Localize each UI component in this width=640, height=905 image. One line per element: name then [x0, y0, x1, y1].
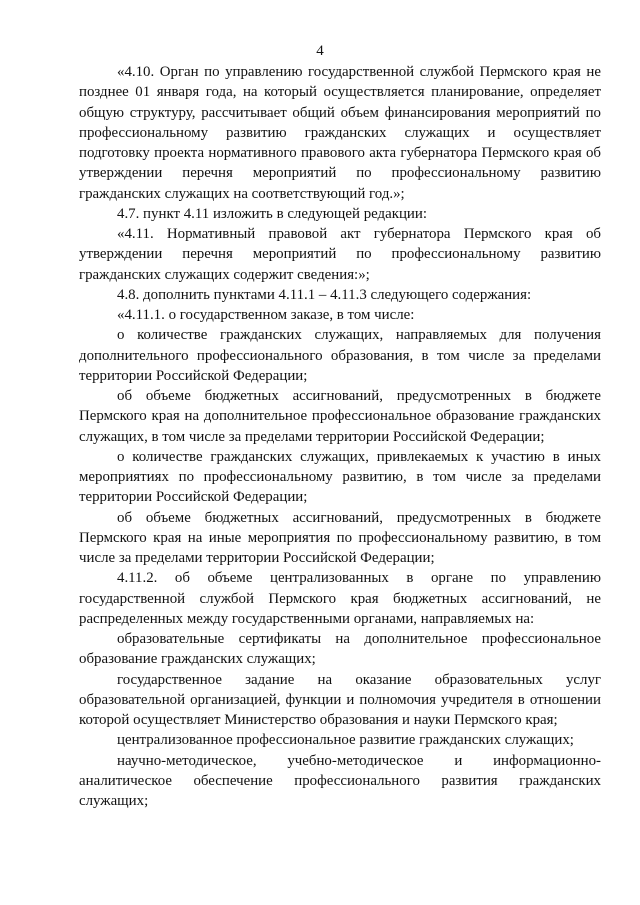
list-item-methodical-support: научно-методическое, учебно-методическое и информационно-аналитическое обеспечение профессионального развития гражданских служащих;	[79, 752, 601, 809]
paragraph-4-7: 4.7. пункт 4.11 изложить в следующей редакции:	[117, 205, 428, 222]
list-item-budget-education: об объеме бюджетных ассигнований, предусмотренных в бюджете Пермского края на дополнительное профессиональное образование гражданских служащих, в том числе за пределами территории Российской Федерации;	[79, 388, 601, 445]
list-item-centralized-development: централизованное профессиональное развитие гражданских служащих;	[117, 732, 574, 749]
list-item-state-assignment: государственное задание на оказание образовательных услуг образовательной организацией, функции и полномочия учредителя в отношении которой осуществляет Министерство образования и науки Пермского края;	[79, 671, 601, 728]
list-item-employee-count-education: о количестве гражданских служащих, направляемых для получения дополнительного профессионального образования, в том числе за пределами территории Российской Федерации;	[79, 327, 601, 384]
list-item-certificates: образовательные сертификаты на дополнительное профессиональное образование гражданских служащих;	[79, 631, 601, 668]
list-item-budget-other: об объеме бюджетных ассигнований, предусмотренных в бюджете Пермского края на иные мероприятия по профессиональному развитию, в том числе за пределами территории Российской Федерации;	[79, 509, 601, 566]
paragraph-4-10: «4.10. Орган по управлению государственной службой Пермского края не позднее 01 января года, на который осуществляется планирование, определяет общую структуру, рассчитывает общий объем финансирования мероприятий по профессиональному развитию гражданских служащих и осуществляет подготовку проекта нормативного правового акта губернатора Пермского края об утверждении перечня мероприятий по профессиональному развитию гражданских служащих на соответствующий год.»;	[79, 64, 601, 202]
list-item-employee-count-other: о количестве гражданских служащих, привлекаемых к участию в иных мероприятиях по профессиональному развитию, в том числе за пределами территории Российской Федерации;	[79, 448, 601, 506]
document-body	[79, 62, 601, 811]
paragraph-4-11-2: 4.11.2. об объеме централизованных в органе по управлению государственной службой Пермского края бюджетных ассигнований, не распределенных между государственными органами, направляемых на:	[79, 570, 601, 627]
page-number: 4	[316, 43, 324, 59]
paragraph-4-8: 4.8. дополнить пунктами 4.11.1 – 4.11.3 следующего содержания:	[117, 286, 532, 303]
paragraph-4-11: «4.11. Нормативный правовой акт губернатора Пермского края об утверждении перечня мероприятий по профессиональному развитию гражданских служащих содержит сведения:»;	[79, 226, 601, 283]
paragraph-4-11-1: «4.11.1. о государственном заказе, в том числе:	[117, 307, 415, 323]
